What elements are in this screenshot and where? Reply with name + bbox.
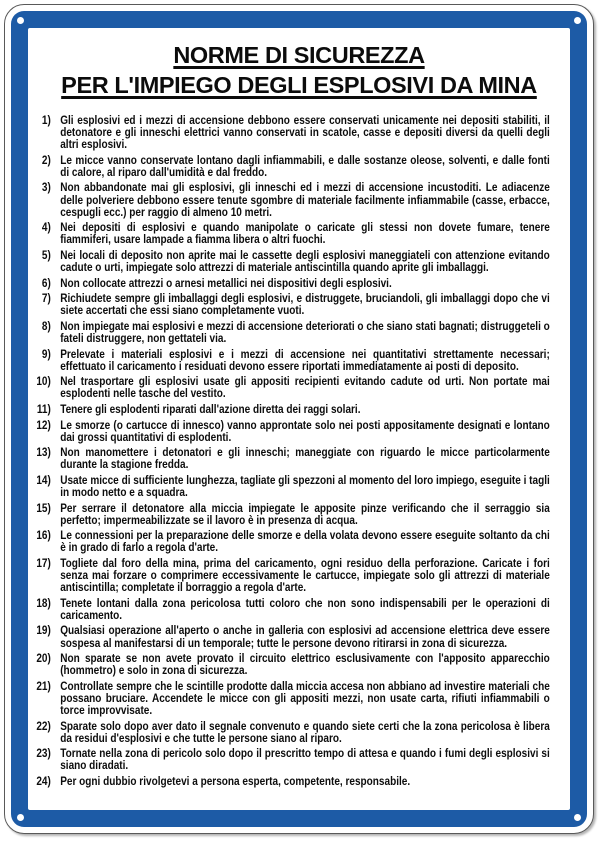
rule-item: [33, 747, 550, 771]
rule-number: 18): [36, 595, 51, 610]
rule-text: Controllate sempre che le scintille prodotte dalla miccia accesa non abbiano ad investire materiali che possano bruciare. Accendete le micce con gli appositi mezzi, non usate carta, rifiuti infiammabili o torce improvvisate.: [60, 678, 550, 718]
rule-text: Nel trasportare gli esplosivi usate gli appositi recipienti evitando cadute od urti. Non portate mai esplodenti nelle tasche del vestito.: [60, 374, 550, 401]
rule-number: 11): [36, 401, 51, 416]
rule-number: 2): [41, 152, 51, 167]
rule-text: Le smorze (o cartucce di innesco) vanno approntate solo nei posti appositamente designati e lontano dai grossi quantitativi di esplodenti.: [60, 417, 550, 444]
blue-frame: [11, 11, 587, 827]
rule-item: [33, 419, 550, 443]
rule-item: [33, 114, 550, 150]
rule-number: 15): [36, 500, 51, 515]
rule-item: [33, 292, 550, 316]
rule-item: [33, 474, 550, 498]
rule-item: [33, 403, 550, 415]
rule-text: Per serrare il detonatore alla miccia impiegate le apposite pinze verificando che il serraggio sia perfetto; impermeabilizzate se il lavoro è in presenza di acqua.: [60, 500, 550, 527]
rule-item: [33, 181, 550, 217]
rule-text: Non manomettere i detonatori e gli inneschi; maneggiate con riguardo le micce particolarmente durante la stagione fredda.: [60, 445, 550, 472]
rule-number: 13): [36, 445, 51, 460]
sign-plate: [4, 4, 594, 834]
rule-number: 10): [36, 374, 51, 389]
rule-item: [33, 720, 550, 744]
rule-number: 22): [36, 718, 51, 733]
rule-text: Non impiegate mai esplosivi e mezzi di accensione deteriorati o che siano stati bagnati; distruggeteli o fateli distruggere, non gettateli via.: [60, 318, 550, 345]
rule-item: [33, 597, 550, 621]
rule-number: 9): [41, 346, 51, 361]
rule-item: [33, 446, 550, 470]
sign-content-area: [28, 28, 570, 810]
rule-number: 24): [36, 774, 51, 788]
rule-item: [33, 775, 550, 787]
rule-item: [33, 348, 550, 372]
mounting-hole-top-right: [574, 17, 581, 24]
rule-text: Non collocate attrezzi o arnesi metallici nei dispositivi degli esplosivi.: [60, 275, 392, 290]
rule-text: Usate micce di sufficiente lunghezza, tagliate gli spezzoni al momento del loro impiego, eseguite i tagli in modo netto e a squadra.: [60, 472, 550, 500]
rule-item: [33, 249, 550, 273]
rule-number: 3): [41, 180, 51, 195]
rule-item: [33, 557, 550, 593]
rule-text: Prelevate i materiali esplosivi e i mezzi di accensione nei quantitativi strettamente necessari; effettuato il caricamento i residuati devono essere riportati immediatamente ai posti di deposito.: [60, 346, 550, 373]
rule-number: 23): [36, 746, 51, 761]
rule-text: Le connessioni per la preparazione delle smorze e della volata devono essere eseguite soltanto da chi è in grado di farlo a regola d'arte.: [60, 528, 550, 555]
sign-title-line-1: NORME DI SICUREZZA: [173, 42, 425, 68]
rule-text: Qualsiasi operazione all'aperto o anche in galleria con esplosivi ad accensione elettrica deve essere sospesa al manifestarsi di un temporale; tutte le persone devono ritirarsi in zona di sicurezza.: [60, 623, 550, 650]
rule-number: 5): [41, 247, 51, 262]
sign-title-line-2: PER L'IMPIEGO DEGLI ESPLOSIVI DA MINA: [61, 72, 537, 98]
rule-text: Non sparate se non avete provato il circuito elettrico esclusivamente con l'apposito apparecchio (hommetro) e solo in zona di sicurezza.: [60, 651, 550, 678]
rule-text: Per ogni dubbio rivolgetevi a persona esperta, competente, responsabile.: [60, 774, 411, 788]
rule-number: 17): [36, 556, 51, 570]
rule-text: Tenete lontani dalla zona pericolosa tutti coloro che non sono indispensabili per le operazioni di caricamento.: [60, 595, 550, 622]
rule-item: [33, 624, 550, 648]
rule-text: Richiudete sempre gli imballaggi degli esplosivi, e distruggete, bruciandoli, gli imballaggi dopo che vi siete accertati che essi siano completamente vuoti.: [60, 291, 550, 318]
sign-title: [28, 40, 570, 100]
rule-number: 12): [36, 417, 51, 432]
rule-text: Tenere gli esplodenti riparati dall'azione diretta dei raggi solari.: [60, 401, 361, 416]
rule-text: Le micce vanno conservate lontano dagli infiammabili, e dalle sostanze oleose, solventi, e dalle fonti di calore, al riparo dall'umidità e dal freddo.: [60, 152, 550, 179]
rule-text: Sparate solo dopo aver dato il segnale convenuto e quando siete certi che la zona pericolosa è libera da residui d'esplosivi e che tutte le persone siano al riparo.: [60, 718, 550, 745]
rule-number: 4): [41, 220, 51, 235]
rule-item: [33, 375, 550, 399]
rule-item: [33, 502, 550, 526]
rule-item: [33, 680, 550, 716]
rule-number: 7): [41, 291, 51, 306]
mounting-hole-bottom-right: [574, 814, 581, 821]
rule-text: Nei locali di deposito non aprite mai le cassette degli esplosivi maneggiateli con attenzione evitando cadute o urti, impiegate solo attrezzi di materiale antiscintilla quando aprite gli imballaggi.: [60, 247, 550, 275]
rule-text: Togliete dal foro della mina, prima del caricamento, ogni residuo della perforazione. Caricate i fori senza mai forzare o comprimere eccessivamente le cartucce, impiegate solo gli attrezzi di materiale antiscintilla; completate il borraggio a regola d'arte.: [60, 556, 550, 595]
rule-number: 16): [36, 528, 51, 543]
rule-number: 19): [36, 623, 51, 638]
rule-number: 6): [41, 275, 51, 290]
mounting-hole-top-left: [17, 17, 24, 24]
rule-item: [33, 320, 550, 344]
rule-item: [33, 154, 550, 178]
rule-text: Non abbandonate mai gli esplosivi, gli inneschi ed i mezzi di accensione incustoditi. Le adiacenze delle polveriere debbono essere tenute sgombre di materiale facilmente infiammabile (casse, erbacce, cespugli ecc.) per raggio di almeno 10 metri.: [60, 180, 550, 219]
rule-text: Gli esplosivi ed i mezzi di accensione debbono essere conservati unicamente nei depositi stabiliti, il detonatore e gli inneschi elettrici vanno conservati in scatole, casse e depositi diversi da quelli degli altri esplosivi.: [60, 114, 550, 152]
mounting-hole-bottom-left: [17, 814, 24, 821]
rule-number: 20): [36, 651, 51, 666]
rules-list: [33, 114, 550, 810]
rule-number: 1): [41, 114, 51, 127]
rule-item: [33, 221, 550, 245]
rule-text: Tornate nella zona di pericolo solo dopo il prescritto tempo di attesa e quando i fumi degli esplosivi si siano diradati.: [60, 746, 550, 773]
rule-number: 14): [36, 472, 51, 487]
rule-item: [33, 277, 550, 289]
rule-text: Nei depositi di esplosivi e quando manipolate o caricate gli stessi non dovete fumare, tenere fiammiferi, usare lampade a fiamma libera o altri fuochi.: [60, 220, 550, 247]
rule-item: [33, 652, 550, 676]
rule-number: 21): [36, 678, 51, 693]
rule-number: 8): [41, 318, 51, 333]
rule-item: [33, 529, 550, 553]
